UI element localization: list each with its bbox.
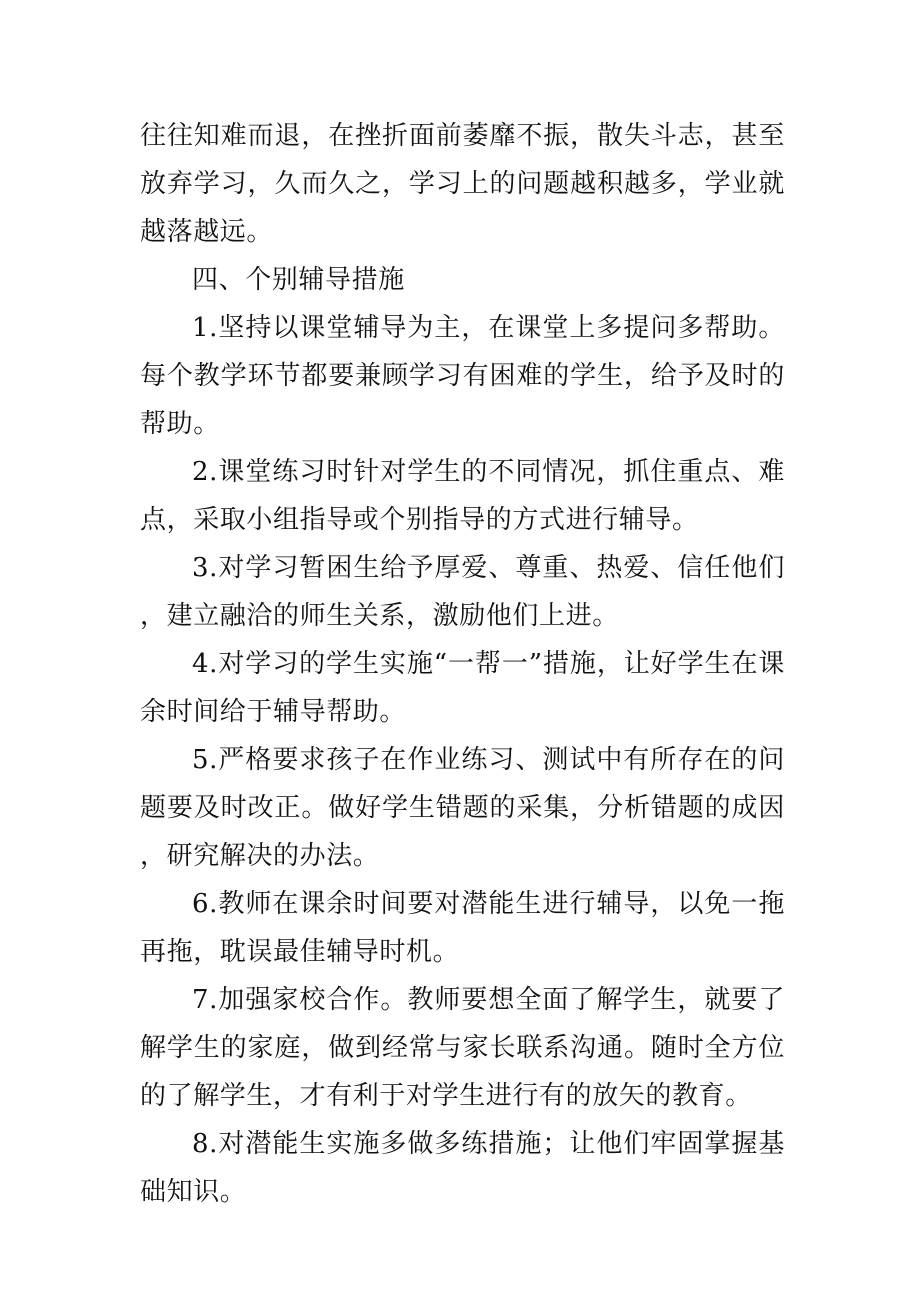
list-item-1: 1.坚持以课堂辅导为主，在课堂上多提问多帮助。每个教学环节都要兼顾学习有困难的学生，给予及时的帮助。: [140, 313, 785, 439]
list-item-5: 5.严格要求孩子在作业练习、测试中有所存在的问题要及时改正。做好学生错题的采集，分析错题的成因，研究解决的办法。: [140, 745, 785, 871]
list-item-3: 3.对学习暂困生给予厚爱、尊重、热爱、信任他们，建立融洽的师生关系，激励他们上进。: [140, 553, 785, 631]
list-item-6: 6.教师在课余时间要对潜能生进行辅导，以免一拖再拖，耽误最佳辅导时机。: [140, 889, 785, 967]
list-item-2: 2.课堂练习时针对学生的不同情况，抓住重点、难点，采取小组指导或个别指导的方式进行辅导。: [140, 457, 785, 535]
document-body: [140, 112, 785, 1216]
list-item-4: 4.对学习的学生实施“一帮一”措施，让好学生在课余时间给于辅导帮助。: [140, 649, 785, 727]
list-item-7: 7.加强家校合作。教师要想全面了解学生，就要了解学生的家庭，做到经常与家长联系沟通。随时全方位的了解学生，才有利于对学生进行有的放矢的教育。: [140, 985, 785, 1111]
list-item-8: 8.对潜能生实施多做多练措施；让他们牢固掌握基础知识。: [140, 1129, 785, 1207]
paragraph-continued-text: 往往知难而退，在挫折面前萎靡不振，散失斗志，甚至放弃学习，久而久之，学习上的问题越积越多，学业就越落越远。: [140, 121, 785, 247]
section-heading-individual-tutoring: 四、个别辅导措施: [192, 265, 405, 295]
